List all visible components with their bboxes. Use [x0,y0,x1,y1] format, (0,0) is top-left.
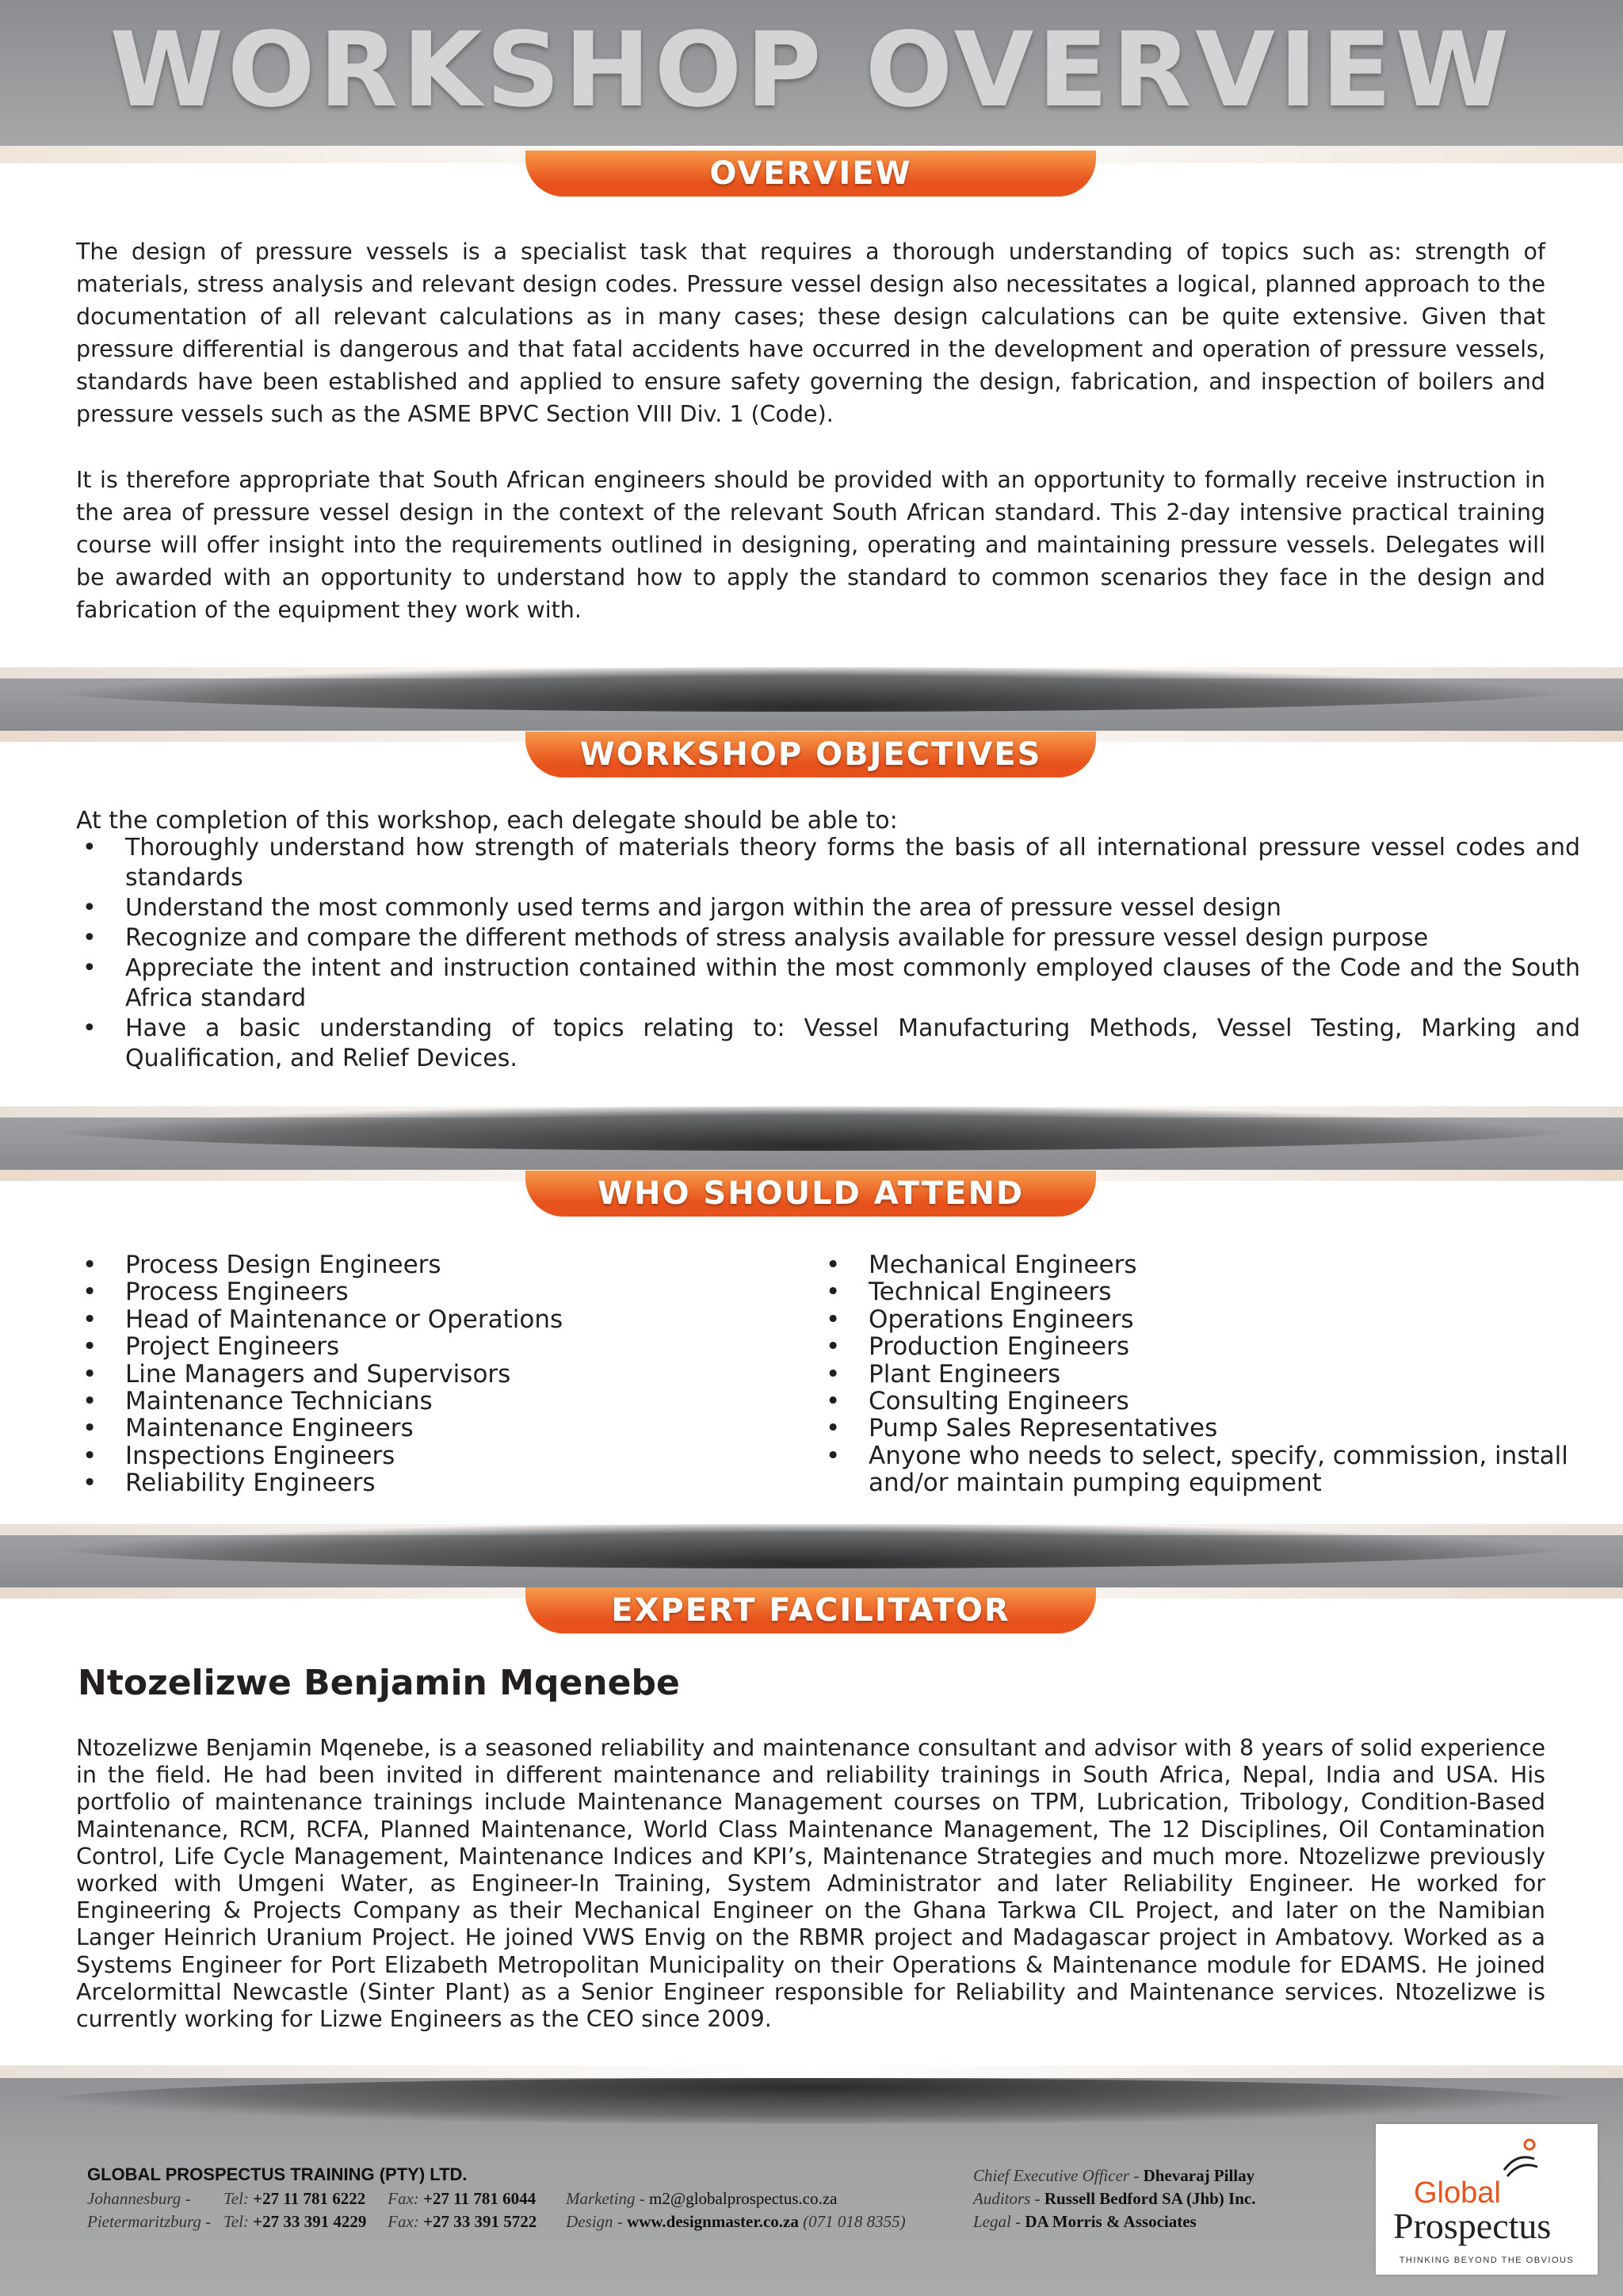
list-item: • Project Engineers [76,1333,758,1360]
list-item: • Production Engineers [819,1333,1572,1360]
company-logo [1376,2124,1598,2275]
section-divider [0,1524,1623,1587]
list-item: • Reliability Engineers [76,1469,758,1496]
list-item: • Consulting Engineers [819,1388,1572,1415]
list-item: • Process Design Engineers [76,1251,758,1278]
list-item: • Have a basic understanding of topics relating to: Vessel Manufacturing Methods, Vessel Testing, Marking and Qualification, and Relief Devices. [76,1014,1580,1074]
list-item: • Operations Engineers [819,1306,1572,1333]
list-item: • Understand the most commonly used terms and jargon within the area of pressure vessel design [76,893,1580,923]
overview-paragraph-1: The design of pressure vessels is a specialist task that requires a thorough understanding of topics such as: strength of materials, stress analysis and relevant design codes. Pressure vessel design also necessitates a logical, planned approach to the documentation of all relevant calculations as in many cases; these design calculations can be quite extensive. Given that pressure differential is dangerous and that fatal accidents have occurred in the development and operation of pressure vessels, standards have been established and applied to ensure safety governing the design, fabrication, and inspection of boilers and pressure vessels such as the ASME BPVC Section VIII Div. 1 (Code). [76,239,1545,427]
list-item: • Anyone who needs to select, specify, commission, install and/or maintain pumping equipment [819,1442,1572,1497]
list-item: • Maintenance Technicians [76,1388,758,1415]
list-item: • Head of Maintenance or Operations [76,1306,758,1333]
section-divider [0,1106,1623,1170]
page-title: WORKSHOP OVERVIEW [109,10,1514,130]
list-item: • Inspections Engineers [76,1442,758,1469]
overview-paragraph-2: It is therefore appropriate that South African engineers should be provided with an opportunity to formally receive instruction in the area of pressure vessel design in the context of the relevant South African standard. This 2-day intensive practical training course will offer insight into the requirements outlined in designing, operating and maintaining pressure vessels. Delegates will be awarded with an opportunity to understand how to apply the standard to common scenarios they face in the design and fabrication of the equipment they work with. [76,467,1545,623]
list-item: • Mechanical Engineers [819,1251,1572,1278]
facilitator-name: Ntozelizwe Benjamin Mqenebe [78,1663,680,1703]
list-item: • Line Managers and Supervisors [76,1361,758,1388]
list-item: • Technical Engineers [819,1278,1572,1305]
logo-text-prospectus: Prospectus [1393,2206,1552,2246]
list-item: • Process Engineers [76,1278,758,1305]
list-item: • Pump Sales Representatives [819,1415,1572,1442]
attendee-list-left [76,1251,758,1497]
list-item: • Appreciate the intent and instruction contained within the most commonly employed clauses of the Code and the South Africa standard [76,953,1580,1014]
office-row-pietermaritzburg: Pietermaritzburg - Tel: +27 33 391 4229 Fax: +27 33 391 5722 Design - www.designmaster.co.za (071 018 8355) [87,2212,906,2231]
officer-auditors: Auditors - Russell Bedford SA (Jhb) Inc. [973,2189,1256,2208]
facilitator-bio: Ntozelizwe Benjamin Mqenebe, is a seasoned reliability and maintenance consultant and advisor with 8 years of solid experience in the field. He had been invited in different maintenance and reliability trainings in South Africa, Nepal, India and USA. His portfolio of maintenance trainings include Maintenance Management courses on TPM, Lubrication, Tribology, Condition-Based Maintenance, RCM, RCFA, Planned Maintenance, World Class Maintenance Management, The 12 Disciplines, Oil Contamination Control, Life Cycle Management, Maintenance Indices and KPI’s, Maintenance Strategies and much more. Ntozelizwe previously worked with Umgeni Water, as Engineer-In Training, System Administrator and later Reliability Engineer. He worked for Engineering & Projects Company as their Mechanical Engineer on the Ghana Tarkwa CIL Project, and later on the Namibian Langer Heinrich Uranium Project. He joined VWS Envig on the RBMR project and Madagascar project in Ambatovy. Worked as a Systems Engineer for Port Elizabeth Metropolitan Municipality on their Operations & Maintenance module for EDAMS. He joined Arcelormittal Newcastle (Sinter Plant) as a Senior Engineer responsible for Reliability and Maintenance services. Ntozelizwe is currently working for Lizwe Engineers as the CEO since 2009. [76,1735,1545,2033]
section-tab-who-should-attend: WHO SHOULD ATTEND [525,1171,1096,1217]
officer-ceo: Chief Executive Officer - Dhevaraj Pillay [973,2166,1255,2185]
office-row-johannesburg: Johannesburg - Tel: +27 11 781 6222 Fax: +27 11 781 6044 Marketing - m2@globalprospectus.co.za [87,2189,838,2208]
logo-tagline: THINKING BEYOND THE OBVIOUS [1399,2256,1575,2265]
section-tab-expert-facilitator: EXPERT FACILITATOR [525,1587,1096,1633]
objectives-intro: At the completion of this workshop, each delegate should be able to: [76,807,898,835]
section-tab-objectives: WORKSHOP OBJECTIVES [525,732,1096,777]
logo-arcs-icon [1499,2135,1547,2183]
list-item: • Recognize and compare the different methods of stress analysis available for pressure vessel design purpose [76,923,1580,953]
section-tab-overview: OVERVIEW [525,151,1096,197]
officer-legal: Legal - DA Morris & Associates [973,2212,1197,2231]
footer-edge [0,2065,1623,2078]
design-link[interactable]: www.designmaster.co.za [627,2212,799,2231]
footer-swoosh [48,2078,1575,2124]
list-item: • Plant Engineers [819,1361,1572,1388]
logo-text-global: Global [1414,2176,1501,2210]
marketing-email[interactable]: m2@globalprospectus.co.za [649,2189,838,2208]
list-item: • Maintenance Engineers [76,1415,758,1442]
section-divider [0,667,1623,731]
attendee-list-right [819,1251,1572,1497]
list-item: • Thoroughly understand how strength of materials theory forms the basis of all international pressure vessel codes and standards [76,833,1580,893]
company-name: GLOBAL PROSPECTUS TRAINING (PTY) LTD. [87,2164,468,2184]
objectives-list [76,833,1580,1074]
